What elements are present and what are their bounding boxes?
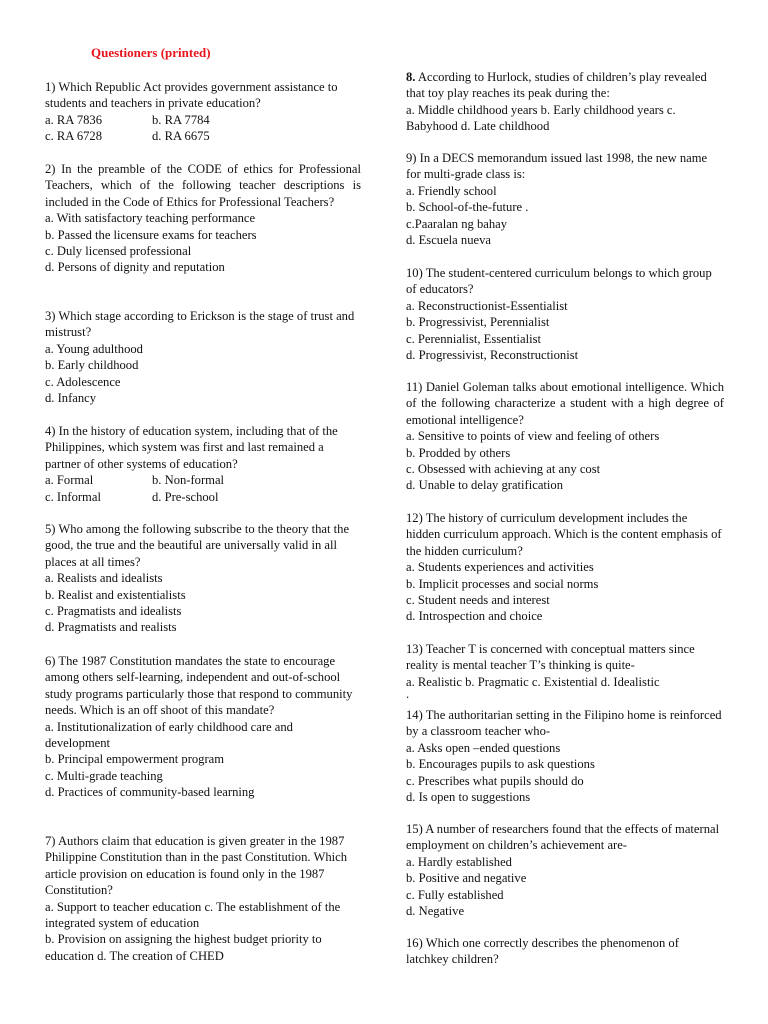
option: a. Middle childhood years b. Early childhood years c. Babyhood d. Late childhood	[406, 102, 676, 134]
option: b. Non-formal	[152, 473, 225, 488]
question-stem: 1) Which Republic Act provides government assistance to students and teachers in private education?	[45, 80, 338, 111]
option: b. Prodded by others	[406, 445, 511, 460]
option: b. Passed the licensure exams for teachers	[45, 227, 257, 242]
option: b. Positive and negative	[406, 871, 527, 886]
option: a. Young adulthood	[45, 341, 143, 356]
option: c. Fully established	[406, 887, 504, 902]
option: a. Reconstructionist-Essentialist	[406, 298, 568, 313]
options-row	[45, 489, 361, 505]
option: d. RA 6675	[152, 129, 210, 144]
question-stem: 15) A number of researchers found that the effects of maternal employment on children’s achievement are-	[406, 822, 720, 853]
question-text: According to Hurlock, studies of children’s play revealed that toy play reaches its peak during the:	[406, 70, 707, 101]
option: a. RA 7836	[45, 112, 103, 127]
option: d. Infancy	[45, 391, 97, 406]
option: c.Paaralan ng bahay	[406, 216, 508, 231]
option: d. Pragmatists and realists	[45, 620, 177, 635]
question-stem: 12) The history of curriculum development includes the hidden curriculum approach. Which is the content emphasis of the hidden curriculum?	[406, 511, 722, 558]
question-5	[45, 521, 361, 636]
question-stem: 14) The authoritarian setting in the Filipino home is reinforced by a classroom teacher who-	[406, 708, 722, 739]
options-row	[45, 112, 361, 128]
question-3	[45, 308, 361, 406]
question-stem: 6) The 1987 Constitution mandates the state to encourage among others self-learning, independent and out-of-school study programs particularly those that respond to community needs. Which is an off shoot of this mandate?	[45, 654, 353, 718]
option: c. Pragmatists and idealists	[45, 604, 182, 619]
question-10	[406, 265, 724, 363]
option: b. Provision on assigning the highest budget priority to education d. The creation of CHED	[45, 932, 322, 963]
question-stem: 11) Daniel Goleman talks about emotional intelligence. Which of the following characterize a student with a high degree of emotional intelligence?	[406, 380, 724, 427]
option: c. Informal	[45, 489, 101, 504]
question-11	[406, 379, 724, 494]
question-stem: 4) In the history of education system, including that of the Philippines, which system was first and last remained a partner of other systems of education?	[45, 424, 338, 471]
option: a. Realists and idealists	[45, 571, 163, 586]
options-row	[45, 472, 361, 488]
option: b. School-of-the-future .	[406, 200, 529, 215]
option: a. With satisfactory teaching performance	[45, 211, 256, 226]
option: d. Unable to delay gratification	[406, 478, 564, 493]
option: d. Progressivist, Reconstructionist	[406, 348, 579, 363]
option: c. Duly licensed professional	[45, 244, 192, 259]
option: .	[406, 687, 410, 702]
option: a. Friendly school	[406, 183, 497, 198]
options-row	[45, 128, 361, 144]
question-16	[406, 935, 724, 968]
option: c. Student needs and interest	[406, 593, 550, 608]
option: c. Adolescence	[45, 374, 121, 389]
option: b. Principal empowerment program	[45, 752, 225, 767]
option: a. Sensitive to points of view and feeling of others	[406, 429, 660, 444]
question-1	[45, 79, 361, 145]
option: d. Is open to suggestions	[406, 790, 531, 805]
question-7	[45, 833, 361, 964]
option: a. Asks open –ended questions	[406, 740, 561, 755]
option: c. RA 6728	[45, 129, 103, 144]
question-9	[406, 150, 724, 248]
question-13	[406, 641, 724, 702]
option: b. Early childhood	[45, 358, 139, 373]
question-stem	[406, 69, 724, 102]
question-number: 8.	[406, 70, 416, 84]
option: a. Institutionalization of early childhood care and development	[45, 719, 293, 751]
option: c. Prescribes what pupils should do	[406, 773, 584, 788]
option: a. Support to teacher education c. The establishment of the integrated system of education	[45, 899, 341, 931]
question-15	[406, 821, 724, 919]
option: d. Negative	[406, 904, 465, 919]
page-title: Questioners (printed)	[91, 45, 211, 60]
option: d. Pre-school	[152, 489, 219, 504]
option: b. Realist and existentialists	[45, 587, 186, 602]
question-stem: 2) In the preamble of the CODE of ethics for Professional Teachers, which of the following teacher descriptions is included in the Code of Ethics for Professional Teachers?	[45, 162, 361, 209]
option: d. Introspection and choice	[406, 609, 543, 624]
option: a. Hardly established	[406, 854, 512, 869]
option: b. RA 7784	[152, 112, 210, 127]
question-stem: 13) Teacher T is concerned with conceptual matters since reality is mental teacher T’s thinking is quite-	[406, 642, 695, 673]
option: c. Perennialist, Essentialist	[406, 331, 542, 346]
option: a. Formal	[45, 473, 94, 488]
question-8	[406, 69, 724, 135]
question-stem: 16) Which one correctly describes the phenomenon of latchkey children?	[406, 936, 679, 967]
question-12	[406, 510, 724, 625]
question-4	[45, 423, 361, 505]
option: b. Progressivist, Perennialist	[406, 315, 550, 330]
question-2	[45, 161, 361, 276]
option: b. Implicit processes and social norms	[406, 576, 599, 591]
option: a. Students experiences and activities	[406, 560, 594, 575]
option: a. Realistic b. Pragmatic c. Existential d. Idealistic	[406, 674, 660, 689]
question-stem: 10) The student-centered curriculum belongs to which group of educators?	[406, 266, 712, 297]
question-stem: 9) In a DECS memorandum issued last 1998, the new name for multi-grade class is:	[406, 151, 708, 182]
option: d. Practices of community-based learning	[45, 785, 255, 800]
question-stem: 3) Which stage according to Erickson is the stage of trust and mistrust?	[45, 309, 355, 340]
question-14	[406, 707, 724, 805]
question-stem: 7) Authors claim that education is given greater in the 1987 Philippine Constitution than in the past Constitution. Which article provision on education is found only in the 1987 Constitution?	[45, 834, 348, 898]
option: c. Multi-grade teaching	[45, 768, 163, 783]
option: c. Obsessed with achieving at any cost	[406, 462, 601, 477]
option: d. Persons of dignity and reputation	[45, 260, 225, 275]
question-6	[45, 653, 361, 801]
question-stem: 5) Who among the following subscribe to the theory that the good, the true and the beautiful are universally valid in all places at all times?	[45, 522, 350, 569]
option: d. Escuela nueva	[406, 233, 491, 248]
option: b. Encourages pupils to ask questions	[406, 757, 595, 772]
